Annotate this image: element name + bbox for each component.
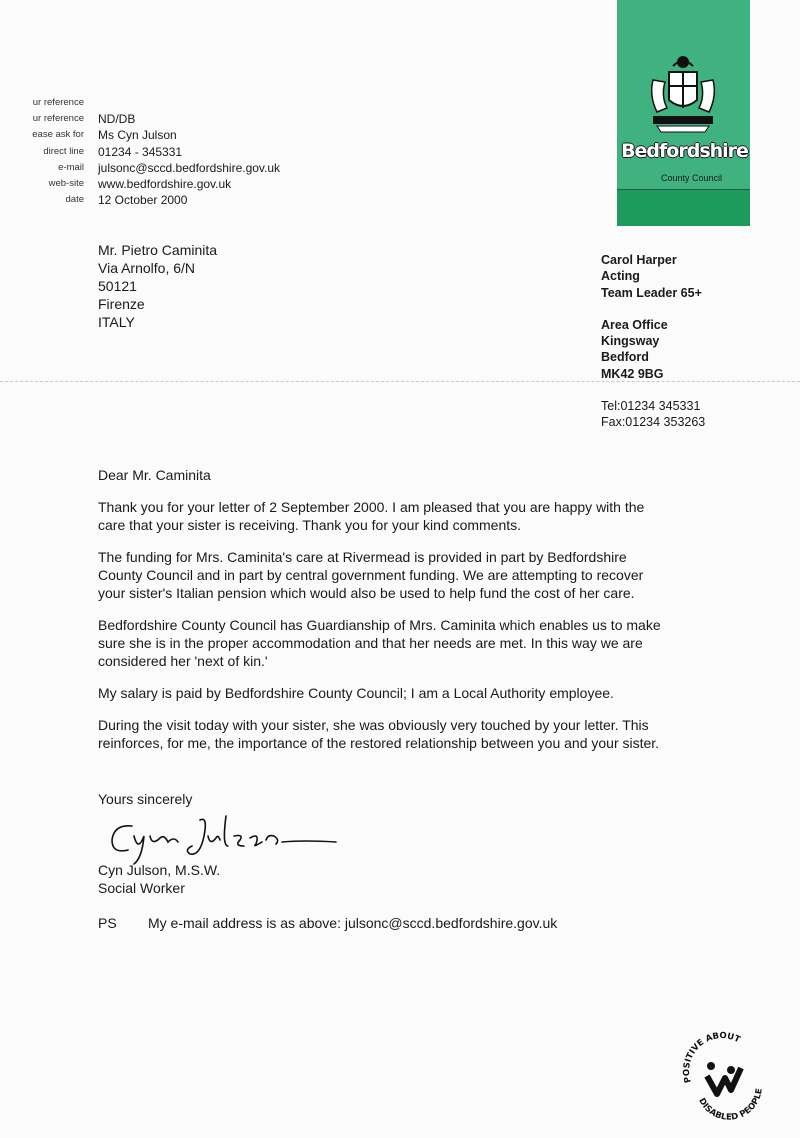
address-line: Mr. Pietro Caminita	[98, 242, 218, 258]
ps-text: My e-mail address is as above: julsonc@sccd.bedfordshire.gov.uk	[148, 915, 558, 931]
ref-row: e-mail julsonc@sccd.bedfordshire.gov.uk	[58, 160, 281, 175]
ref-row: date 12 October 2000	[65, 193, 188, 208]
paragraph: Thank you for your letter of 2 September 2000. I am pleased that you are happy with the care that your sister is receiving. Thank you for your kind comments.	[98, 499, 645, 533]
ref-row: ur reference ND/DB	[32, 112, 136, 127]
sender-name: Carol Harper	[601, 253, 677, 267]
postscript	[98, 914, 557, 932]
ref-row: direct line 01234 - 345331	[43, 144, 183, 159]
fax: Fax:01234 353263	[601, 415, 706, 430]
office-line: MK42 9BG	[601, 366, 664, 381]
ref-row: ease ask for Ms Cyn Julson	[32, 128, 177, 143]
ref-row: ur reference	[32, 97, 84, 108]
paragraph: My salary is paid by Bedfordshire County Council; I am a Local Authority employee.	[98, 685, 614, 701]
telephone: Tel:01234 345331	[601, 399, 701, 413]
address-line: 50121	[98, 278, 137, 294]
signatory-name: Cyn Julson, M.S.W.	[98, 862, 221, 878]
letter-body	[98, 466, 708, 766]
ref-row: web-site www.bedfordshire.gov.uk	[48, 177, 232, 192]
office-line: Area Office	[601, 317, 668, 332]
sender-role: Team Leader 65+	[601, 285, 702, 300]
salutation: Dear Mr. Caminita	[98, 467, 211, 483]
council-logo	[617, 0, 750, 226]
ps-tag: PS	[98, 915, 117, 931]
office-line: Kingsway	[601, 334, 660, 349]
spacer	[601, 301, 702, 317]
paragraph: During the visit today with your sister, she was obviously very touched by your letter. This reinforces, for me, the importance of the restored relationship between you and your sister.	[98, 717, 660, 751]
signatory-title: Social Worker	[98, 880, 185, 896]
logo-wordmark: Bedfordshire	[621, 140, 748, 162]
svg-text:POSITIVE ABOUT: POSITIVE ABOUT	[681, 1031, 742, 1084]
signatory	[98, 861, 220, 897]
closing: Yours sincerely	[98, 791, 193, 807]
coat-of-arms-icon	[647, 52, 719, 134]
paragraph: Bedfordshire County Council has Guardianship of Mrs. Caminita which enables us to make sure she is in the proper accommodation and that her needs are met. In this way we are considered her 'next of kin.'	[98, 617, 661, 669]
handwritten-signature	[104, 806, 344, 866]
svg-text:DISABLED PEOPLE: DISABLED PEOPLE	[696, 1087, 765, 1120]
reference-block	[0, 95, 280, 208]
address-line: Firenze	[98, 296, 145, 312]
office-line: Bedford	[601, 350, 649, 365]
address-line: ITALY	[98, 314, 135, 330]
disability-badge-icon	[677, 1030, 767, 1120]
recipient-address	[98, 241, 217, 331]
sender-role: Acting	[601, 269, 640, 284]
paragraph: The funding for Mrs. Caminita's care at Rivermead is provided in part by Bedfordshire County Council and in part by central government funding. We are attempting to recover your sister's Italian pension which would also be used to help fund the cost of her care.	[98, 549, 644, 601]
logo-subtitle: County Council	[661, 173, 723, 183]
sender-block	[601, 252, 702, 382]
contact-block	[601, 398, 705, 431]
address-line: Via Arnolfo, 6/N	[98, 260, 196, 276]
logo-band	[617, 190, 750, 226]
